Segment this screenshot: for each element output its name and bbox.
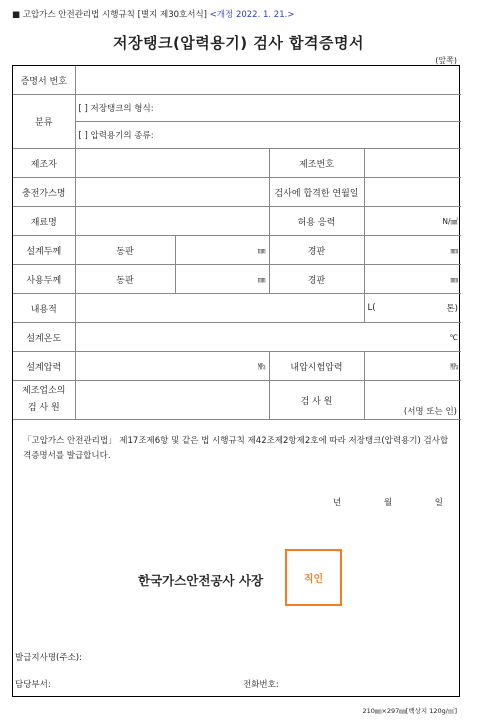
design-pressure-field[interactable]: ㎫ (75, 352, 269, 381)
plant-inspector-field[interactable] (75, 381, 269, 420)
vessel-type-field[interactable]: [ ] 압력용기의 종류: (75, 122, 461, 149)
department-label: 담당부서: (15, 680, 51, 690)
use-head-field[interactable]: ㎜ (364, 265, 461, 294)
pass-date-field[interactable] (364, 178, 461, 207)
ton-unit: 톤) (446, 304, 458, 314)
allow-stress-field[interactable]: N/㎟ (364, 207, 461, 236)
use-shell-field[interactable]: ㎜ (175, 265, 269, 294)
serial-no-label: 제조번호 (269, 149, 364, 178)
material-label: 재료명 (13, 207, 75, 236)
serial-no-field[interactable] (364, 149, 461, 178)
row-design-thickness (13, 236, 461, 265)
manufacturer-field[interactable] (75, 149, 269, 178)
certificate-frame (12, 65, 460, 697)
design-head-field[interactable]: ㎜ (364, 236, 461, 265)
manufacturer-label: 제조자 (13, 149, 75, 178)
row-cert-no (13, 66, 461, 95)
hydro-pressure-label: 내압시험압력 (269, 352, 364, 381)
official-seal: 직인 (285, 549, 342, 606)
inspector-label: 검 사 원 (269, 381, 364, 420)
design-shell-field[interactable]: ㎜ (175, 236, 269, 265)
design-temp-label: 설계온도 (13, 323, 75, 352)
row-material (13, 207, 461, 236)
day-label: 일 (434, 498, 443, 508)
reference-text: ■ 고압가스 안전관리법 시행규칙 [별지 제30호서식] (12, 10, 207, 20)
page-title: 저장탱크(압력용기) 검사 합격증명서 (112, 34, 364, 52)
use-head-label: 경판 (269, 265, 364, 294)
design-pressure-label: 설계압력 (13, 352, 75, 381)
sign-hint: (서명 또는 인) (403, 407, 457, 417)
month-label: 월 (383, 498, 393, 508)
use-shell-label: 동판 (75, 265, 175, 294)
design-head-label: 경판 (269, 236, 364, 265)
pass-date-label: 검사에 합격한 연월일 (269, 178, 364, 207)
issuer-address-label: 발급지사명(주소): (15, 653, 82, 663)
inspector-sign-field[interactable] (364, 381, 461, 420)
cert-no-label: 증명서 번호 (13, 66, 75, 95)
design-shell-label: 동판 (75, 236, 175, 265)
volume-unit: L( (367, 303, 376, 313)
volume-field[interactable] (364, 294, 461, 323)
row-design-pressure (13, 352, 461, 381)
volume-label: 내용적 (13, 294, 75, 323)
row-volume (13, 294, 461, 323)
design-thickness-label: 설계두께 (13, 236, 75, 265)
issuer-name: 한국가스안전공사 사장 (138, 573, 264, 588)
row-design-temp (13, 323, 461, 352)
year-label: 년 (333, 498, 342, 508)
classification-label: 분류 (13, 95, 75, 149)
issuance-statement: 「고압가스 안전관리법」 제17조제6항 및 같은 법 시행규칙 제42조제2항제2호에 따라 저장탱크(압력용기) 검사합격증명서를 발급합니다. (23, 436, 449, 461)
plant-inspector-label: 제조업소의 검 사 원 (13, 381, 75, 420)
paper-spec: 210㎜×297㎜[백상지 120g/㎡] (362, 707, 457, 715)
certificate-table (13, 66, 461, 420)
gas-name-field[interactable] (75, 178, 269, 207)
gas-name-label: 충전가스명 (13, 178, 75, 207)
phone-label: 전화번호: (243, 680, 279, 690)
row-vessel-type (13, 122, 461, 149)
row-use-thickness (13, 265, 461, 294)
row-manufacturer (13, 149, 461, 178)
row-gas-name (13, 178, 461, 207)
row-tank-type (13, 95, 461, 122)
material-field[interactable] (75, 207, 269, 236)
tank-type-field[interactable]: [ ] 저장탱크의 형식: (75, 95, 461, 122)
revision-date: <개정 2022. 1. 21.> (209, 10, 295, 20)
row-inspector (13, 381, 461, 420)
allow-stress-label: 허용 응력 (269, 207, 364, 236)
hydro-pressure-field[interactable]: ㎫ (364, 352, 461, 381)
design-temp-field[interactable]: ℃ (75, 323, 461, 352)
use-thickness-label: 사용두께 (13, 265, 75, 294)
front-side-label: (앞쪽) (435, 56, 457, 65)
form-reference (12, 8, 294, 20)
cert-no-field[interactable] (75, 66, 461, 95)
issue-date (333, 496, 443, 508)
